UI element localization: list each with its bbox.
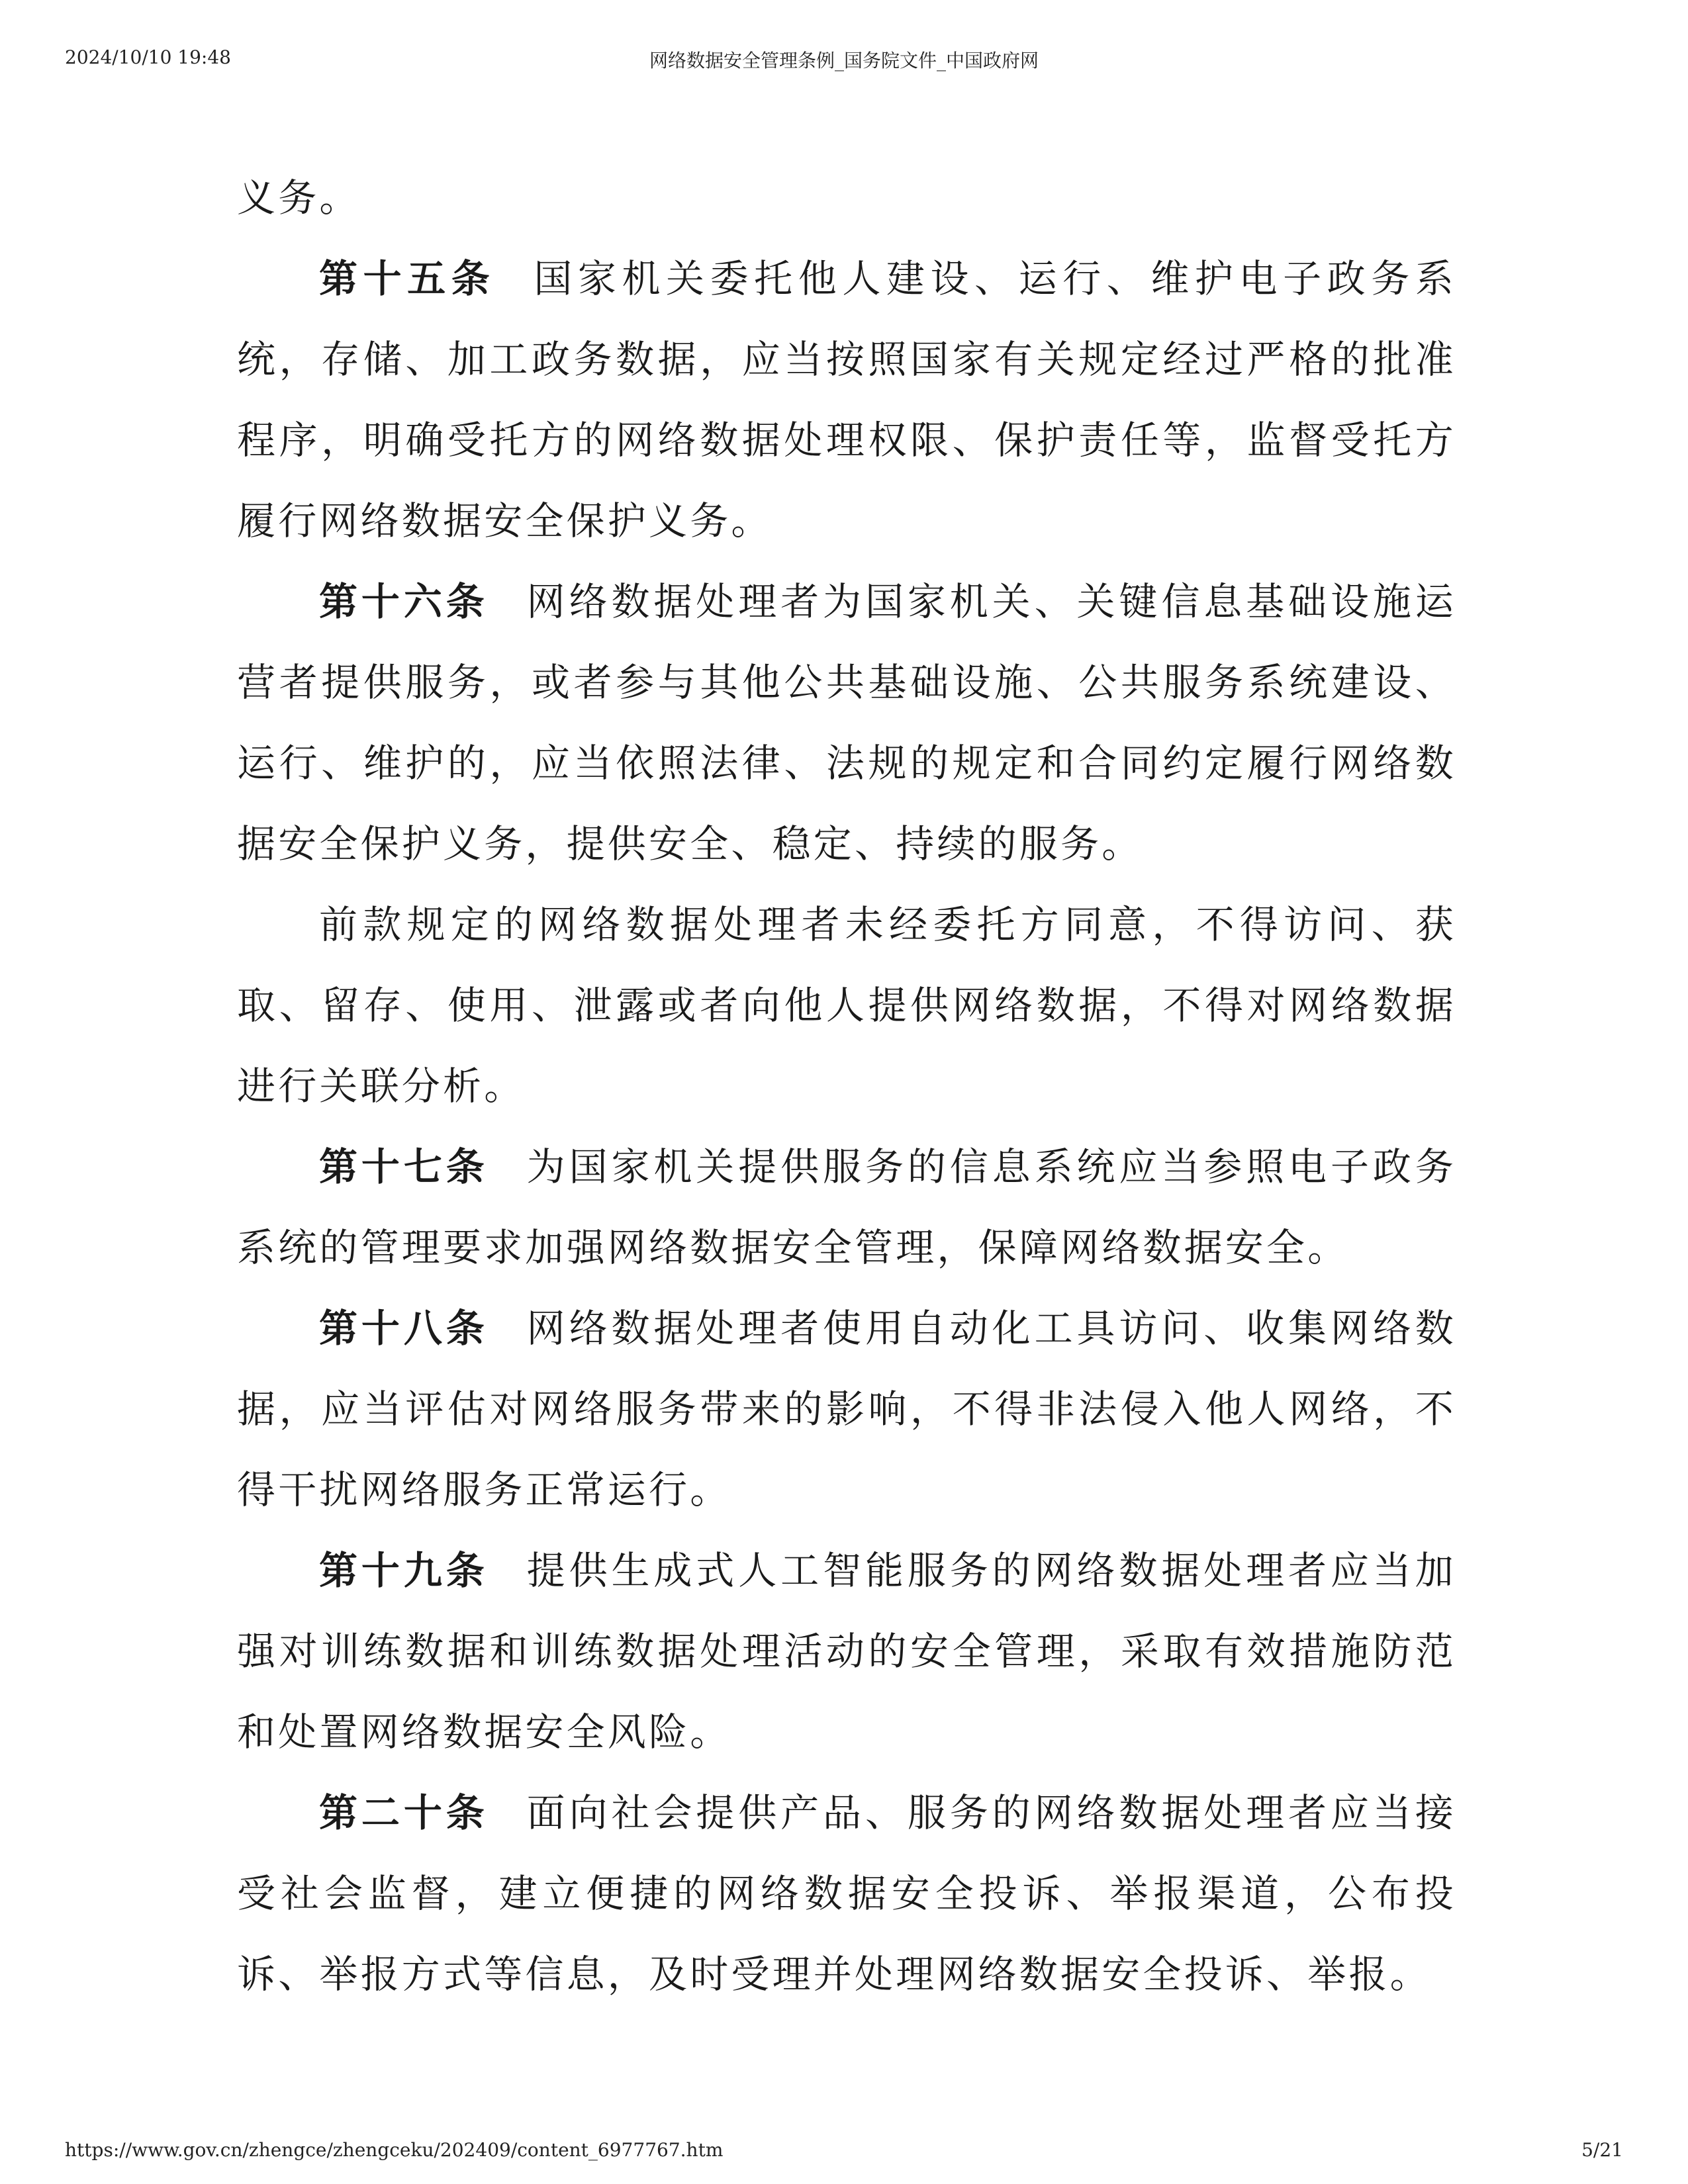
article-20 xyxy=(237,1772,1456,2015)
article-number: 第十七条 xyxy=(319,1144,489,1189)
article-text: 面向社会提供产品、服务的网络数据处理者应当接受社会监督，建立便捷的网络数据安全投诉、举报渠道，公布投诉、举报方式等信息，及时受理并处理网络数据安全投诉、举报。 xyxy=(237,1790,1456,1997)
article-number: 第十九条 xyxy=(319,1548,489,1593)
article-text: 国家机关委托他人建设、运行、维护电子政务系统，存储、加工政务数据，应当按照国家有关规定经过严格的批准程序，明确受托方的网络数据处理权限、保护责任等，监督受托方履行网络数据安全保护义务。 xyxy=(237,256,1457,543)
article-number: 第十六条 xyxy=(319,579,489,624)
article-17 xyxy=(237,1126,1456,1288)
article-19 xyxy=(237,1530,1456,1772)
print-datetime: 2024/10/10 19:48 xyxy=(65,46,231,68)
article-number: 第二十条 xyxy=(319,1790,489,1835)
article-text: 网络数据处理者使用自动化工具访问、收集网络数据，应当评估对网络服务带来的影响，不得非法侵入他人网络，不得干扰网络服务正常运行。 xyxy=(237,1306,1456,1512)
article-text: 网络数据处理者为国家机关、关键信息基础设施运营者提供服务，或者参与其他公共基础设施、公共服务系统建设、运行、维护的，应当依照法律、法规的规定和合同约定履行网络数据安全保护义务，提供安全、稳定、持续的服务。 xyxy=(237,579,1456,866)
article-16 xyxy=(237,561,1456,884)
article-text: 提供生成式人工智能服务的网络数据处理者应当加强对训练数据和训练数据处理活动的安全管理，采取有效措施防范和处置网络数据安全风险。 xyxy=(237,1548,1456,1754)
print-header xyxy=(0,46,1688,73)
document-title: 网络数据安全管理条例_国务院文件_中国政府网 xyxy=(649,50,1039,71)
page-number: 5/21 xyxy=(1581,2139,1623,2161)
article-16-paragraph-2: 前款规定的网络数据处理者未经委托方同意，不得访问、获取、留存、使用、泄露或者向他人提供网络数据，不得对网络数据进行关联分析。 xyxy=(237,902,1456,1109)
article-text: 为国家机关提供服务的信息系统应当参照电子政务系统的管理要求加强网络数据安全管理，保障网络数据安全。 xyxy=(237,1144,1456,1270)
article-15 xyxy=(237,238,1456,561)
article-number: 第十八条 xyxy=(319,1306,489,1351)
page-url[interactable]: https://www.gov.cn/zhengce/zhengceku/202409/content_6977767.htm xyxy=(65,2139,724,2161)
continued-paragraph: 义务。 xyxy=(237,175,361,220)
document-body xyxy=(237,158,1456,2015)
article-number: 第十五条 xyxy=(319,256,496,301)
article-18 xyxy=(237,1288,1456,1530)
print-footer xyxy=(0,2139,1688,2165)
